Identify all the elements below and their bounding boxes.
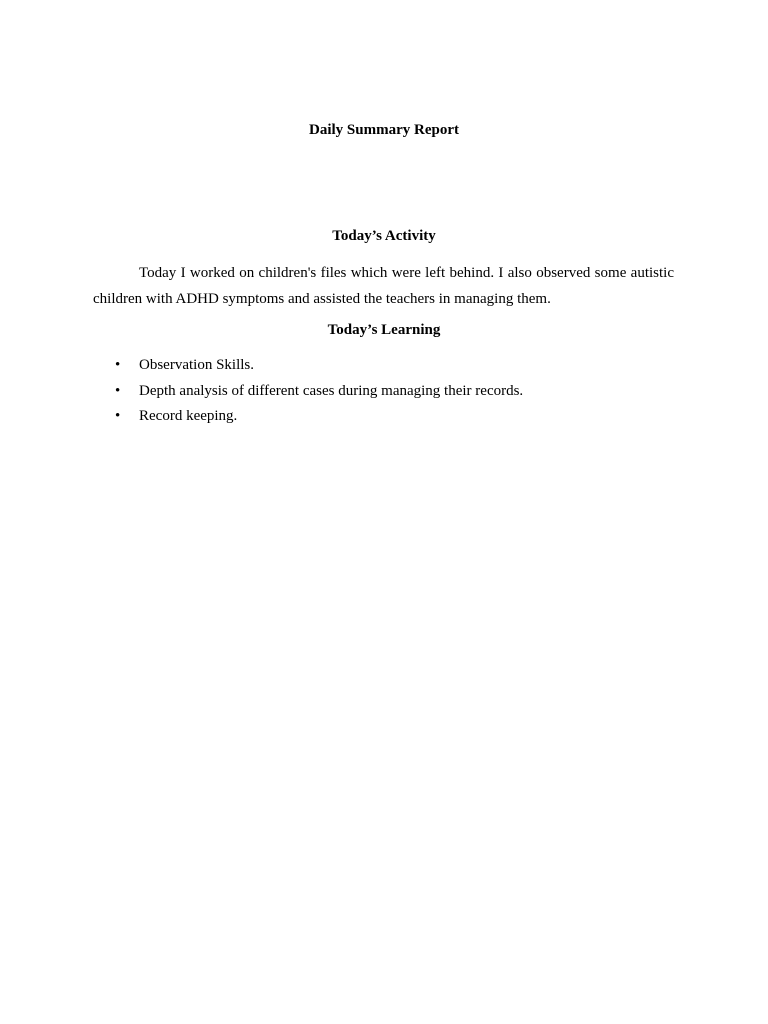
learning-list: [93, 354, 674, 431]
list-item-text: Observation Skills.: [139, 357, 254, 373]
activity-heading: Today’s Activity: [332, 228, 436, 244]
learning-heading: Today’s Learning: [327, 322, 441, 338]
list-item: [93, 380, 674, 406]
list-item-text: Depth analysis of different cases during managing their records.: [139, 382, 524, 399]
list-item: [93, 405, 674, 431]
list-item: [93, 354, 674, 380]
document-title: Daily Summary Report: [309, 122, 459, 138]
activity-paragraph: Today I worked on children's files which were left behind. I also observed some autistic children with ADHD symptoms and assisted the teachers in managing them.: [93, 265, 674, 307]
bullet-icon: •: [115, 382, 121, 399]
list-item-text: Record keeping.: [139, 408, 238, 424]
bullet-icon: •: [115, 357, 121, 373]
bullet-icon: •: [115, 408, 121, 424]
